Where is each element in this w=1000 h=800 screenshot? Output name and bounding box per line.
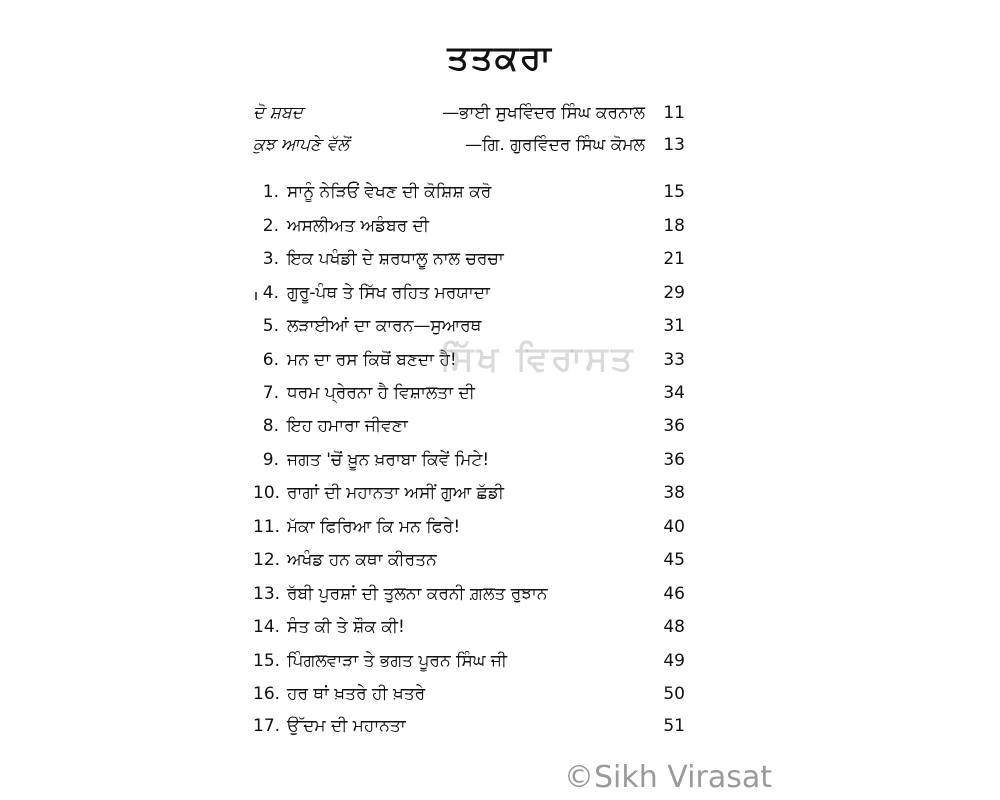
entry-number: 17. — [253, 716, 281, 736]
toc-entry — [253, 679, 685, 709]
entry-number: 7. — [262, 383, 279, 403]
page-number: 31 — [663, 316, 685, 336]
stray-ink-mark — [255, 292, 257, 300]
page-number: 11 — [663, 103, 685, 123]
entry-title: ਪਿੰਗਲਵਾੜਾ ਤੇ ਭਗਤ ਪੂਰਨ ਸਿੰਘ ਜੀ — [287, 651, 508, 671]
entry-title: ਮਨ ਦਾ ਰਸ ਕਿਥੋਂ ਬਣਦਾ ਹੈ! — [287, 350, 457, 370]
front-matter-label: ਦੋ ਸ਼ਬਦ — [253, 103, 303, 123]
entry-title: ਜਗਤ 'ਚੋਂ ਖ਼ੂਨ ਖ਼ਰਾਬਾ ਕਿਵੇਂ ਮਿਟੇ! — [287, 450, 490, 470]
page-number: 33 — [663, 350, 685, 370]
page-number: 13 — [663, 135, 685, 155]
page-number: 18 — [663, 216, 685, 236]
entry-number: 4. — [262, 283, 279, 303]
page-number: 45 — [663, 550, 685, 570]
center-watermark: ਸਿੱਖ ਵਿਰਾਸਤ — [440, 339, 636, 379]
front-matter-author: —ਗਿ. ਗੁਰਵਿੰਦਰ ਸਿੰਘ ਕੋਮਲ — [465, 135, 645, 155]
entry-number: 9. — [262, 450, 279, 470]
entry-number: 11. — [253, 517, 281, 537]
page-number: 15 — [663, 182, 685, 202]
entry-number: 3. — [262, 249, 279, 269]
front-matter-author: —ਭਾਈ ਸੁਖਵਿੰਦਰ ਸਿੰਘ ਕਰਨਾਲ — [442, 103, 645, 123]
entry-title: ਇਹ ਹਮਾਰਾ ਜੀਵਣਾ — [287, 416, 408, 436]
entry-title: ਅਖੰਡ ਹਨ ਕਥਾ ਕੀਰਤਨ — [287, 550, 437, 570]
page-number: 38 — [663, 483, 685, 503]
toc-entry — [253, 478, 685, 508]
page-number: 21 — [663, 249, 685, 269]
page-number: 34 — [663, 383, 685, 403]
entry-number: 10. — [253, 483, 281, 503]
page-number: 48 — [663, 617, 685, 637]
entry-title: ਲੜਾਈਆਂ ਦਾ ਕਾਰਨ—ਸੁਆਰਥ — [287, 316, 482, 336]
front-matter-row — [253, 98, 685, 128]
entry-number: 2. — [262, 216, 279, 236]
toc-entry — [253, 177, 685, 207]
page-number: 49 — [663, 651, 685, 671]
entry-title: ਰਾਗਾਂ ਦੀ ਮਹਾਨਤਾ ਅਸੀਂ ਗੁਆ ਛੱਡੀ — [287, 483, 504, 503]
toc-entry — [253, 244, 685, 274]
entry-number: 16. — [253, 684, 281, 704]
entry-title: ਰੱਬੀ ਪੁਰਸ਼ਾਂ ਦੀ ਤੁਲਨਾ ਕਰਨੀ ਗ਼ਲਤ ਰੁਝਾਨ — [287, 584, 548, 604]
entry-number: 12. — [253, 550, 281, 570]
corner-watermark: ©Sikh Virasat — [564, 760, 772, 795]
entry-title: ਸੰਤ ਕੀ ਤੇ ਸ਼ੌਕ ਕੀ! — [287, 617, 405, 637]
entry-title: ਸਾਨੂੰ ਨੇੜਿਓਂ ਵੇਖਣ ਦੀ ਕੋਸ਼ਿਸ਼ ਕਰੋ — [287, 182, 492, 202]
page-number: 46 — [663, 584, 685, 604]
entry-number: 14. — [253, 617, 281, 637]
toc-entry — [253, 278, 685, 308]
toc-entry — [253, 646, 685, 676]
front-matter-row — [253, 130, 685, 160]
toc-entry — [253, 378, 685, 408]
entry-title: ਅਸਲੀਅਤ ਅਡੰਬਰ ਦੀ — [287, 216, 430, 236]
toc-entry — [253, 311, 685, 341]
entry-title: ਗੁਰੂ-ਪੰਥ ਤੇ ਸਿੱਖ ਰਹਿਤ ਮਰਯਾਦਾ — [287, 283, 490, 303]
toc-entry — [253, 512, 685, 542]
page-number: 29 — [663, 283, 685, 303]
entry-title: ਹਰ ਥਾਂ ਖ਼ਤਰੇ ਹੀ ਖ਼ਤਰੇ — [287, 684, 426, 704]
toc-entry — [253, 612, 685, 642]
page-number: 50 — [663, 684, 685, 704]
entry-number: 1. — [262, 182, 279, 202]
entry-title: ਮੱਕਾ ਫਿਰਿਆ ਕਿ ਮਨ ਫਿਰੇ! — [287, 517, 461, 537]
page-title: ਤਤਕਰਾ — [447, 38, 553, 78]
front-matter-label: ਕੁਝ ਆਪਣੇ ਵੱਲੋਂ — [253, 135, 349, 155]
entry-number: 13. — [253, 584, 281, 604]
page-number: 40 — [663, 517, 685, 537]
page-number: 51 — [663, 716, 685, 736]
page-number: 36 — [663, 416, 685, 436]
toc-entry — [253, 211, 685, 241]
toc-entry — [253, 411, 685, 441]
toc-entry — [253, 445, 685, 475]
entry-title: ਇਕ ਪਖੰਡੀ ਦੇ ਸ਼ਰਧਾਲੂ ਨਾਲ ਚਰਚਾ — [287, 249, 504, 269]
entry-number: 8. — [262, 416, 279, 436]
toc-entry — [253, 579, 685, 609]
entry-title: ਉੱਦਮ ਦੀ ਮਹਾਨਤਾ — [287, 716, 406, 736]
toc-entry — [253, 711, 685, 741]
page-number: 36 — [663, 450, 685, 470]
toc-entry — [253, 545, 685, 575]
entry-number: 6. — [262, 350, 279, 370]
entry-number: 5. — [262, 316, 279, 336]
entry-title: ਧਰਮ ਪ੍ਰੇਰਨਾ ਹੈ ਵਿਸ਼ਾਲਤਾ ਦੀ — [287, 383, 475, 403]
entry-number: 15. — [253, 651, 281, 671]
